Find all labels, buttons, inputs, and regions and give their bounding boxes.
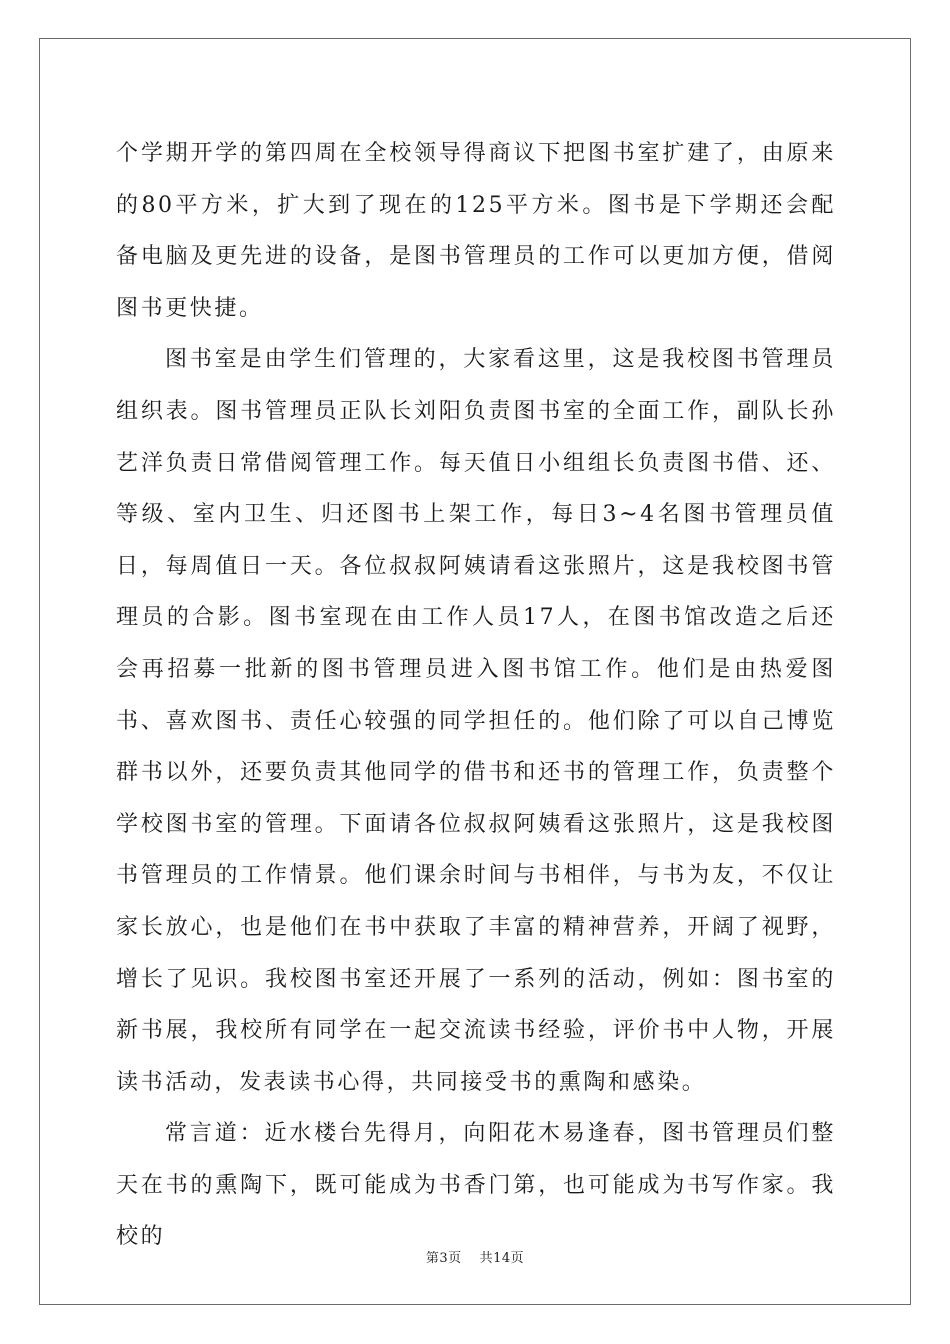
page-footer	[0, 1247, 950, 1266]
paragraph-3: 常言道：近水楼台先得月，向阳花木易逢春，图书管理员们整天在书的熏陶下，既可能成为书香门第，也可能成为书写作家。我校的	[116, 1121, 836, 1250]
paragraph-1: 个学期开学的第四周在全校领导得商议下把图书室扩建了，由原来的80平方米，扩大到了现在的125平方米。图书是下学期还会配备电脑及更先进的设备，是图书管理员的工作可以更加方便，借阅图书更快捷。	[116, 141, 836, 321]
paragraph-2: 图书室是由学生们管理的，大家看这里，这是我校图书管理员组织表。图书管理员正队长刘阳负责图书室的全面工作，副队长孙艺洋负责日常借阅管理工作。每天值日小组组长负责图书借、还、等级、室内卫生、归还图书上架工作，每日3~4名图书管理员值日，每周值日一天。各位叔叔阿姨请看这张照片，这是我校图书管理员的合影。图书室现在由工作人员17人，在图书馆改造之后还会再招募一批新的图书管理员进入图书馆工作。他们是由热爱图书、喜欢图书、责任心较强的同学担任的。他们除了可以自己博览群书以外，还要负责其他同学的借书和还书的管理工作，负责整个学校图书室的管理。下面请各位叔叔阿姨看这张照片，这是我校图书管理员的工作情景。他们课余时间与书相伴，与书为友，不仅让家长放心，也是他们在书中获取了丰富的精神营养，开阔了视野，增长了见识。我校图书室还开展了一系列的活动，例如：图书室的新书展，我校所有同学在一起交流读书经验，评价书中人物，开展读书活动，发表读书心得，共同接受书的熏陶和感染。	[116, 347, 836, 1095]
page-total: 共14页	[479, 1251, 525, 1266]
page-number: 第3页	[425, 1251, 462, 1266]
document-body	[116, 128, 836, 1263]
